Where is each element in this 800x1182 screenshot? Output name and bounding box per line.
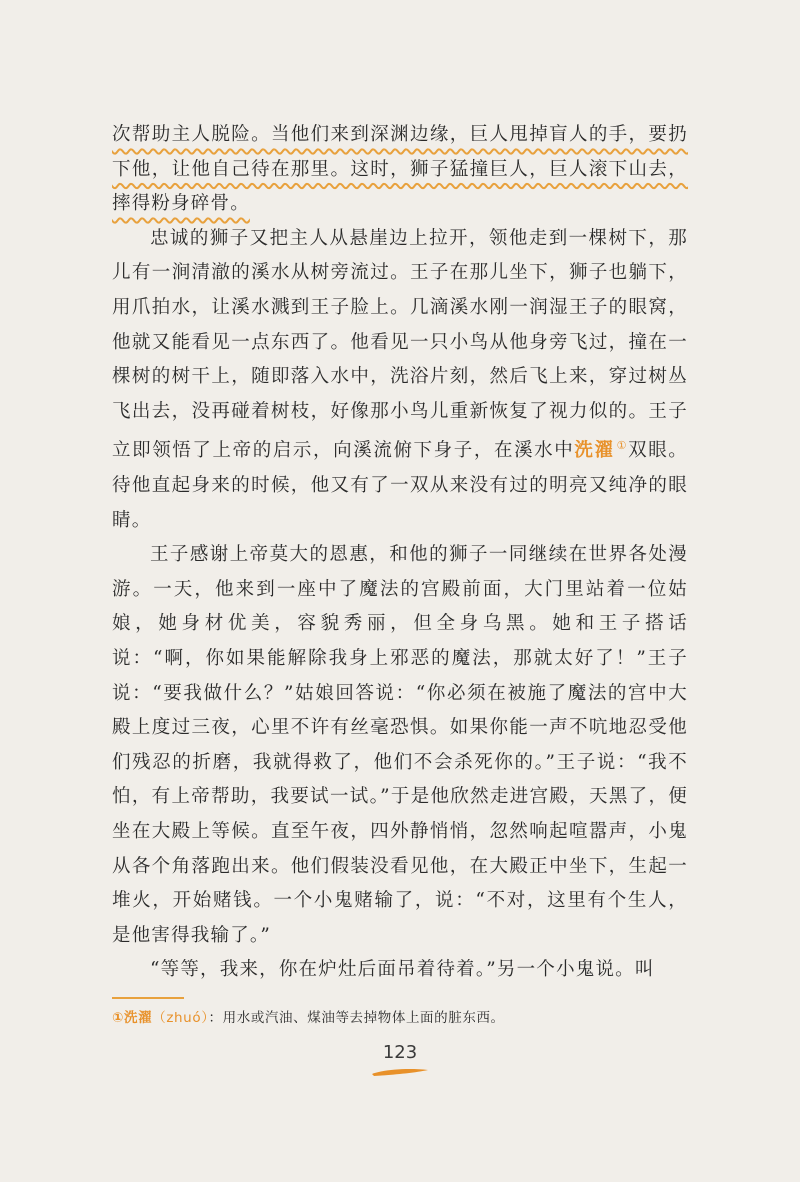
paragraph-4: “等等，我来，你在炉灶后面吊着待着。”另一个小鬼说。叫 (150, 959, 655, 981)
page-number: 123 (382, 1042, 418, 1063)
paragraph-2-text-b: 双眼。待他直起身来的时候，他又有了一双从来没有过的明亮又纯净的眼睛。 (112, 440, 689, 531)
footnote-pinyin: （zhuó） (152, 1010, 209, 1026)
footnote (112, 1006, 688, 1026)
page-number-swoosh-icon (370, 1066, 430, 1078)
paragraph-2-text-a: 忠诚的狮子又把主人从悬崖边上拉开，领他走到一棵树下，那儿有一涧清澈的溪水从树旁流过。王子在那儿坐下，狮子也躺下，用爪拍水，让溪水溅到王子脸上。几滴溪水刚一润湿王子的眼窝，他就又能看见一点东西了。他看见一只小鸟从他身旁飞过，撞在一棵树的树干上，随即落入水中，洗浴片刻，然后飞上来，穿过树丛飞出去，没再碰着树枝，好像那小鸟儿重新恢复了视力似的。王子立即领悟了上帝的启示，向溪流俯下身子，在溪水中 (112, 227, 688, 462)
paragraph-2 (112, 222, 688, 539)
footnote-definition: ：用水或汽油、煤油等去掉物体上面的脏东西。 (208, 1010, 505, 1026)
footnote-term: ①洗濯 (112, 1010, 153, 1026)
footnote-marker[interactable]: ① (616, 439, 629, 453)
glossary-term[interactable]: 洗濯 (574, 440, 615, 462)
highlighted-passage: 次帮助主人脱险。当他们来到深渊边缘，巨人甩掉盲人的手，要扔下他，让他自己待在那里。这时，狮子猛撞巨人，巨人滚下山去，摔得粉身碎骨。 (112, 124, 688, 215)
paragraph-3: 王子感谢上帝莫大的恩惠，和他的狮子一同继续在世界各处漫游。一天，他来到一座中了魔法的宫殿前面，大门里站着一位姑娘，她身材优美，容貌秀丽，但全身乌黑。她和王子搭话说：“啊，你如果能解除我身上邪恶的魔法，那就太好了！”王子说：“要我做什么？”姑娘回答说：“你必须在被施了魔法的宫中大殿上度过三夜，心里不许有丝毫恐惧。如果你能一声不吭地忍受他们残忍的折磨，我就得救了，他们不会杀死你的。”王子说：“我不怕，有上帝帮助，我要试一试。”于是他欣然走进宫殿，天黑了，便坐在大殿上等候。直至午夜，四外静悄悄，忽然响起喧嚣声，小鬼从各个角落跑出来。他们假装没看见他，在大殿正中坐下，生起一堆火，开始赌钱。一个小鬼赌输了，说：“不对，这里有个生人，是他害得我输了。” (112, 544, 688, 946)
page-body (112, 118, 688, 988)
footnote-divider (112, 997, 184, 999)
paragraph-1 (112, 118, 688, 222)
